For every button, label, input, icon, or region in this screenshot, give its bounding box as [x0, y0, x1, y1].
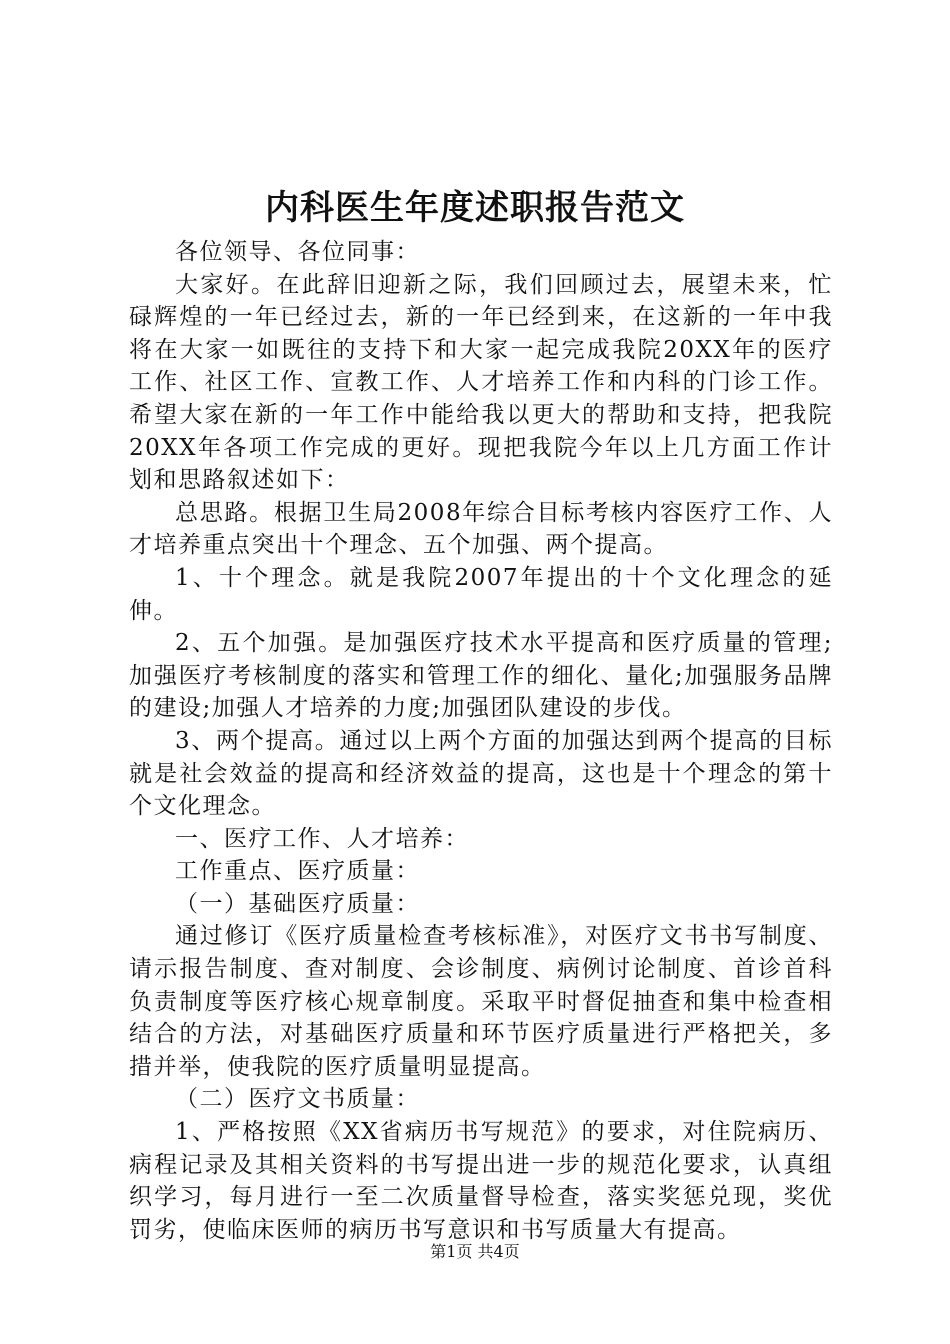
- subheading-basic-quality: （一）基础医疗质量：: [175, 890, 420, 917]
- section-heading-medical-work: 一、医疗工作、人才培养：: [175, 825, 469, 852]
- document-body: [129, 236, 833, 1246]
- paragraph-five-strengthen: 2、五个加强。是加强医疗技术水平提高和医疗质量的管理;加强医疗考核制度的落实和管理工作的细化、量化;加强服务品牌的建设;加强人才培养的力度;加强团队建设的步伐。: [129, 630, 833, 722]
- subheading-work-focus: 工作重点、医疗质量：: [175, 858, 420, 885]
- paragraph-basic-quality: 通过修订《医疗质量检查考核标准》，对医疗文书书写制度、请示报告制度、查对制度、会诊制度、病例讨论制度、首诊首科负责制度等医疗核心规章制度。采取平时督促抽查和集中检查相结合的方法，对基础医疗质量和环节医疗质量进行严格把关，多措并举，使我院的医疗质量明显提高。: [129, 923, 833, 1080]
- paragraph-intro: 大家好。在此辞旧迎新之际，我们回顾过去，展望未来，忙碌辉煌的一年已经过去，新的一年已经到来，在这新的一年中我将在大家一如既往的支持下和大家一起完成我院20XX年的医疗工作、社区工作、宣教工作、人才培养工作和内科的门诊工作。希望大家在新的一年工作中能给我以更大的帮助和支持，把我院20XX年各项工作完成的更好。现把我院今年以上几方面工作计划和思路叙述如下：: [129, 271, 833, 494]
- paragraph-two-improvements: 3、两个提高。通过以上两个方面的加强达到两个提高的目标就是社会效益的提高和经济效益的提高，这也是十个理念的第十个文化理念。: [129, 727, 833, 820]
- paragraph-greeting: 各位领导、各位同事：: [175, 239, 420, 265]
- subheading-document-quality: （二）医疗文书质量：: [175, 1086, 420, 1113]
- document-title: 内科医生年度述职报告范文: [265, 188, 685, 228]
- paragraph-general-idea: 总思路。根据卫生局2008年综合目标考核内容医疗工作、人才培养重点突出十个理念、五个加强、两个提高。: [129, 499, 833, 559]
- page-footer: 第1页 共4页: [430, 1242, 520, 1261]
- paragraph-document-quality: 1、严格按照《XX省病历书写规范》的要求，对住院病历、病程记录及其相关资料的书写提出进一步的规范化要求，认真组织学习，每月进行一至二次质量督导检查，落实奖惩兑现，奖优罚劣，使临床医师的病历书写意识和书写质量大有提高。: [129, 1119, 833, 1243]
- paragraph-ten-concepts: 1、十个理念。就是我院2007年提出的十个文化理念的延伸。: [129, 564, 833, 624]
